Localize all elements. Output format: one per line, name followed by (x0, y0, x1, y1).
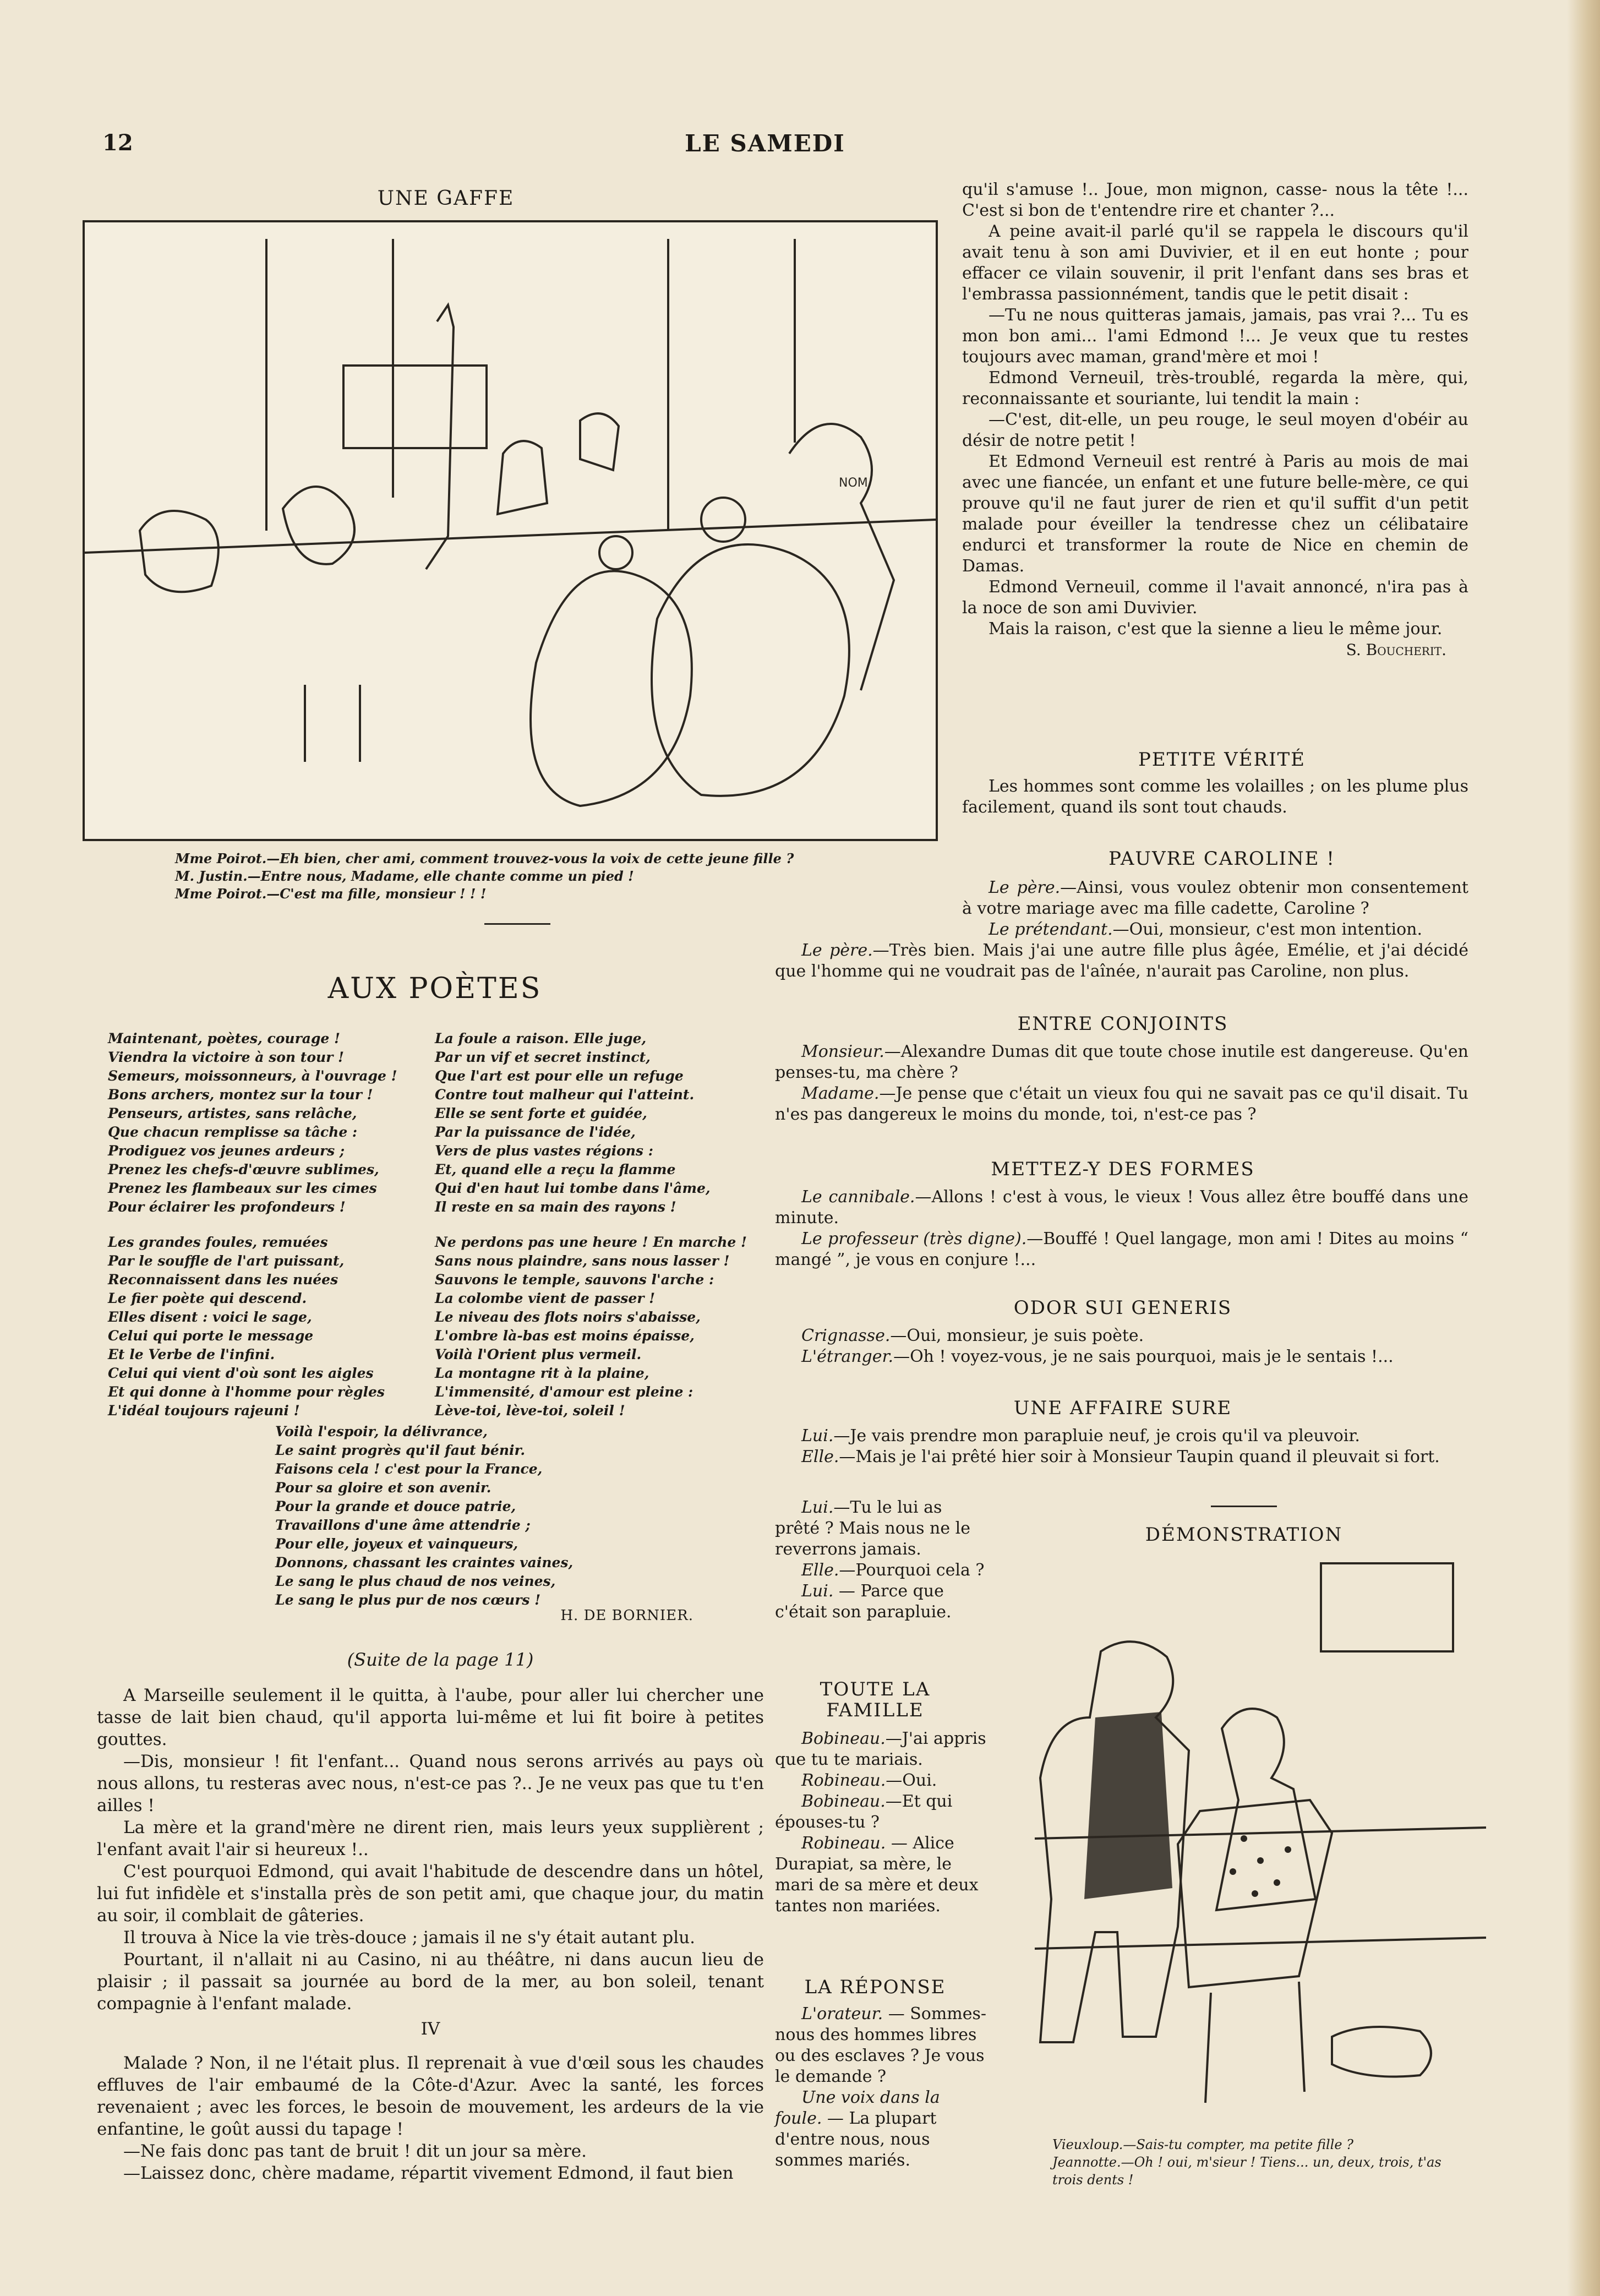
page-edge (1567, 0, 1600, 2296)
dialog-line: Le père.—Très bien. Mais j'ai une autre fille plus âgée, Emélie, et j'ai décidé que l'homme qui ne voudrait pas de l'aînée, n'aurait pas Caroline, non plus. (775, 941, 1468, 981)
verse-line: Le niveau des flots noirs s'abaisse, (435, 1309, 701, 1325)
formes-title: METTEZ-Y DES FORMES (991, 1158, 1255, 1180)
verse-line: La montagne rit à la plaine, (435, 1365, 649, 1381)
dialog-line: Lui.—Tu le lui as prêté ? Mais nous ne le reverrons jamais. (775, 1498, 970, 1559)
paragraph: —Tu ne nous quitteras jamais, jamais, pas vrai ?... Tu es mon bon ami... l'ami Edmond !... Je veux que tu restes toujours avec maman, grand'mère et moi ! (962, 306, 1468, 367)
verse-line: Semeurs, moissonneurs, à l'ouvrage ! (108, 1068, 397, 1084)
paragraph: Il trouva à Nice la vie très-douce ; jamais il ne s'y était autant plu. (123, 1928, 695, 1948)
gaffe-illustration (83, 220, 938, 841)
verse-line: Donnons, chassant les craintes vaines, (275, 1555, 574, 1570)
paragraph: —C'est, dit-elle, un peu rouge, le seul moyen d'obéir au désir de notre petit ! (962, 410, 1468, 450)
verse-line: Prenez les flambeaux sur les cimes (108, 1180, 377, 1196)
verse-line: Que l'art est pour elle un refuge (435, 1068, 684, 1084)
verse-line: L'idéal toujours rajeuni ! (108, 1403, 300, 1419)
dialog-line: Le prétendant.—Oui, monsieur, c'est mon intention. (989, 920, 1423, 939)
dialog-line: L'orateur. — Sommes-nous des hommes libres ou des esclaves ? Je vous le demande ? (775, 2004, 987, 2086)
paragraph: A Marseille seulement il le quitta, à l'aube, pour aller lui chercher une tasse de lait bien chaud, qu'il apporta lui-même et lui fit boire à petites gouttes. (97, 1686, 764, 1749)
poem-stanza (108, 1233, 416, 1420)
verse-line: Par la puissance de l'idée, (435, 1124, 636, 1140)
famille-dialog (775, 1728, 990, 1917)
verse-line: Pour éclairer les profondeurs ! (108, 1199, 346, 1215)
author-name: S. Boucherit. (1346, 641, 1446, 659)
verse-line: Maintenant, poètes, courage ! (108, 1030, 341, 1046)
demonstration-drawing (1013, 1552, 1486, 2136)
paragraph: Mais la raison, c'est que la sienne a lieu le même jour. (989, 619, 1443, 639)
verse-line: Par le souffle de l'art puissant, (108, 1253, 345, 1269)
conjoints-title: ENTRE CONJOINTS (1017, 1013, 1228, 1035)
paragraph: —Dis, monsieur ! fit l'enfant... Quand nous serons arrivés au pays où nous allons, tu resteras avec nous, n'est-ce pas ?.. Je ne veux pas que tu t'en ailles ! (97, 1752, 764, 1815)
verse-line: Le sang le plus pur de nos cœurs ! (275, 1592, 541, 1608)
verse-line: L'immensité, d'amour est pleine : (435, 1384, 693, 1400)
paragraph: C'est pourquoi Edmond, qui avait l'habitude de descendre dans un hôtel, lui fut infidèle et s'installa près de son petit ami, que chaque jour, du matin au soir, il comblait de gâteries. (97, 1862, 764, 1926)
verse-line: Le saint progrès qu'il faut bénir. (275, 1442, 526, 1458)
affaire-title: UNE AFFAIRE SURE (1013, 1397, 1232, 1419)
salon-scene-drawing (85, 222, 936, 839)
dialog-line: Elle.—Pourquoi cela ? (801, 1561, 985, 1580)
dialog-line: Bobineau.—J'ai appris que tu te mariais. (775, 1729, 986, 1769)
dialog-line: Bobineau.—Et qui épouses-tu ? (775, 1792, 953, 1832)
paragraph: Edmond Verneuil, comme il l'avait annoncé, n'ira pas à la noce de son ami Duvivier. (962, 577, 1468, 618)
caption-line: Mme Poirot.—Eh bien, cher ami, comment trouvez-vous la voix de cette jeune fille ? (175, 850, 794, 866)
caroline-title: PAUVRE CAROLINE ! (1108, 848, 1335, 870)
dialog-line: Le professeur (très digne).—Bouffé ! Quel langage, mon ami ! Dites au moins “ mangé ”, je vous en conjure !... (775, 1229, 1468, 1269)
verse-line: Pour sa gloire et son avenir. (275, 1480, 492, 1496)
verse-line: L'ombre là-bas est moins épaisse, (435, 1328, 695, 1344)
verse-line: Penseurs, artistes, sans relâche, (108, 1105, 357, 1121)
paragraph: A peine avait-il parlé qu'il se rappela le discours qu'il avait tenu à son ami Duvivier, et il en eut honte ; pour effacer ce vilain souvenir, il prit l'enfant dans ses bras et l'embrassa passionnément, tandis que le petit disait : (962, 222, 1468, 304)
affaire-dialog-cont (775, 1497, 990, 1623)
verse-line: Elles disent : voici le sage, (108, 1309, 312, 1325)
verse-line: Et le Verbe de l'infini. (108, 1346, 275, 1362)
poem-column-left (108, 1029, 416, 1437)
poem-stanza (435, 1029, 765, 1217)
verse-line: Et, quand elle a reçu la flamme (435, 1161, 676, 1177)
divider (484, 923, 550, 925)
section-number: IV (421, 2019, 440, 2039)
verite-text (962, 776, 1468, 818)
gaffe-title: UNE GAFFE (377, 187, 515, 210)
demo-caption (1052, 2136, 1471, 2189)
poem-column-right (435, 1029, 765, 1437)
story-continuation (962, 179, 1468, 661)
suite-title: (Suite de la page 11) (347, 1649, 534, 1670)
paragraph: Edmond Verneuil, très-troublé, regarda la mère, qui, reconnaissante et souriante, lui tendit la main : (962, 368, 1468, 408)
verse-line: Il reste en sa main des rayons ! (435, 1199, 676, 1215)
dialog-line: Robineau.—Oui. (801, 1771, 937, 1790)
verse-line: Vers de plus vastes régions : (435, 1143, 653, 1159)
poem-stanza (108, 1029, 416, 1217)
dialog-line: Lui. — Parce que c'était son parapluie. (775, 1581, 952, 1622)
caption-line: M. Justin.—Entre nous, Madame, elle chante comme un pied ! (175, 868, 634, 884)
paragraph: qu'il s'amuse !.. Joue, mon mignon, casse- nous la tête !... C'est si bon de t'entendre rire et chanter ?... (962, 180, 1468, 220)
dialog-line: Le cannibale.—Allons ! c'est à vous, le vieux ! Vous allez être bouffé dans une minute. (775, 1187, 1468, 1228)
conjoints-dialog (775, 1041, 1468, 1125)
verse-line: Qui d'en haut lui tombe dans l'âme, (435, 1180, 711, 1196)
dialog-line: Le père.—Ainsi, vous voulez obtenir mon consentement à votre mariage avec ma fille cadette, Caroline ? (962, 878, 1468, 918)
verse-line: La foule a raison. Elle juge, (435, 1030, 647, 1046)
demo-title: DÉMONSTRATION (1145, 1524, 1343, 1546)
verse-line: Le fier poète qui descend. (108, 1290, 307, 1306)
caroline-dialog (775, 877, 1468, 982)
paragraph: —Laissez donc, chère madame, répartit vivement Edmond, il faut bien (123, 2163, 734, 2183)
dialog-line: Lui.—Je vais prendre mon parapluie neuf, je crois qu'il va pleuvoir. (801, 1426, 1360, 1446)
verse-line: Le sang le plus chaud de nos veines, (275, 1573, 556, 1589)
dialog-line: L'étranger.—Oh ! voyez-vous, je ne sais pourquoi, mais je le sentais !... (801, 1347, 1394, 1366)
poem-stanza (435, 1233, 765, 1420)
caption-line: Mme Poirot.—C'est ma fille, monsieur ! ! ! (175, 886, 487, 902)
verse-line: Prodiguez vos jeunes ardeurs ; (108, 1143, 345, 1159)
verse-line: Travaillons d'une âme attendrie ; (275, 1517, 531, 1533)
verse-line: Pour la grande et douce patrie, (275, 1498, 516, 1514)
paragraph: Pourtant, il n'allait ni au Casino, ni au théâtre, ni dans aucun lieu de plaisir ; il passait sa journée au bord de la mer, au bon soleil, tenant compagnie à l'enfant malade. (97, 1950, 764, 2014)
verite-title: PETITE VÉRITÉ (1138, 749, 1306, 771)
divider (1211, 1506, 1277, 1507)
dialog-line: Madame.—Je pense que c'était un vieux fou qui ne savait pas ce qu'il disait. Tu n'es pas dangereux le moins du monde, toi, n'est-ce pas ? (775, 1084, 1468, 1124)
verse-line: Voilà l'Orient plus vermeil. (435, 1346, 642, 1362)
dialog-line: Une voix dans la foule. — La plupart d'entre nous, nous sommes mariés. (775, 2088, 940, 2170)
verse-line: Sauvons le temple, sauvons l'arche : (435, 1272, 714, 1288)
dialog-line: Elle.—Mais je l'ai prêté hier soir à Monsieur Taupin quand il pleuvait si fort. (801, 1447, 1440, 1466)
verse-line: Lève-toi, lève-toi, soleil ! (435, 1403, 625, 1419)
verse-line: Reconnaissent dans les nuées (108, 1272, 338, 1288)
paragraph: Les hommes sont comme les volailles ; on les plume plus facilement, quand ils sont tout chauds. (962, 777, 1468, 817)
verse-line: Prenez les chefs-d'œuvre sublimes, (108, 1161, 379, 1177)
paragraph: Malade ? Non, il ne l'était plus. Il reprenait à vue d'œil sous les chaudes effluves de l'air embaumé de la Côte-d'Azur. Avec la santé, les forces revenaient ; avec les forces, le besoin de mouvement, les ardeurs de la vie enfantine, le goût aussi du tapage ! (97, 2053, 764, 2139)
verse-line: Celui qui vient d'où sont les aigles (108, 1365, 374, 1381)
verse-line: Par un vif et secret instinct, (435, 1049, 651, 1065)
dialog-line: Monsieur.—Alexandre Dumas dit que toute chose inutile est dangereuse. Qu'en penses-tu, ma chère ? (775, 1042, 1468, 1082)
famille-title: TOUTE LA FAMILLE (820, 1678, 931, 1721)
reponse-dialog (775, 2004, 990, 2171)
dialog-line: Robineau. — Alice Durapiat, sa mère, le mari de sa mère et deux tantes non mariées. (775, 1834, 979, 1916)
verse-line: La colombe vient de passer ! (435, 1290, 656, 1306)
verse-line: Que chacun remplisse sa tâche : (108, 1124, 358, 1140)
poem-title: AUX POÈTES (327, 972, 542, 1005)
verse-line: Faisons cela ! c'est pour la France, (275, 1461, 543, 1477)
journal-title: LE SAMEDI (685, 130, 845, 157)
story-author (962, 640, 1468, 661)
formes-dialog (775, 1187, 1468, 1270)
verse-line: Ne perdons pas une heure ! En marche ! (435, 1234, 747, 1250)
artist-signature: NOM (839, 476, 868, 490)
verse-line: Voilà l'espoir, la délivrance, (275, 1424, 488, 1439)
odor-title: ODOR SUI GENERIS (1013, 1297, 1232, 1319)
dialog-line: Crignasse.—Oui, monsieur, je suis poète. (801, 1326, 1144, 1345)
verse-line: Et qui donne à l'homme pour règles (108, 1384, 385, 1400)
paragraph: —Ne fais donc pas tant de bruit ! dit un jour sa mère. (123, 2141, 587, 2161)
verse-line: Pour elle, joyeux et vainqueurs, (275, 1536, 518, 1552)
poem-closing-stanza (275, 1422, 660, 1610)
odor-dialog (775, 1326, 1468, 1367)
verse-line: Les grandes foules, remuées (108, 1234, 328, 1250)
caption-line: Vieuxloup.—Sais-tu compter, ma petite fille ? (1052, 2137, 1354, 2152)
suite-text (97, 1684, 764, 2184)
poem-author: H. DE BORNIER. (560, 1607, 693, 1624)
verse-line: Viendra la victoire à son tour ! (108, 1049, 345, 1065)
paragraph: Et Edmond Verneuil est rentré à Paris au mois de mai avec une fiancée, un enfant et une future belle-mère, ce qui prouve qu'il ne faut jurer de rien et qu'il suffit d'un petit malade pour éveiller la tendresse chez un célibataire endurci et transformer la route de Nice en chemin de Damas. (962, 452, 1468, 576)
reponse-title: LA RÉPONSE (804, 1976, 946, 1998)
verse-line: Contre tout malheur qui l'atteint. (435, 1087, 695, 1103)
affaire-dialog (775, 1426, 1468, 1468)
verse-line: Celui qui porte le message (108, 1328, 314, 1344)
page-number: 12 (102, 130, 133, 156)
paragraph: La mère et la grand'mère ne dirent rien, mais leurs yeux supplièrent ; l'enfant avait l'air si heureux !.. (97, 1818, 764, 1859)
caption-line: Jeannotte.—Oh ! oui, m'sieur ! Tiens... un, deux, trois, t'as trois dents ! (1052, 2155, 1441, 2188)
verse-line: Sans nous plaindre, sans nous lasser ! (435, 1253, 730, 1269)
verse-line: Bons archers, montez sur la tour ! (108, 1087, 373, 1103)
verse-line: Elle se sent forte et guidée, (435, 1105, 647, 1121)
